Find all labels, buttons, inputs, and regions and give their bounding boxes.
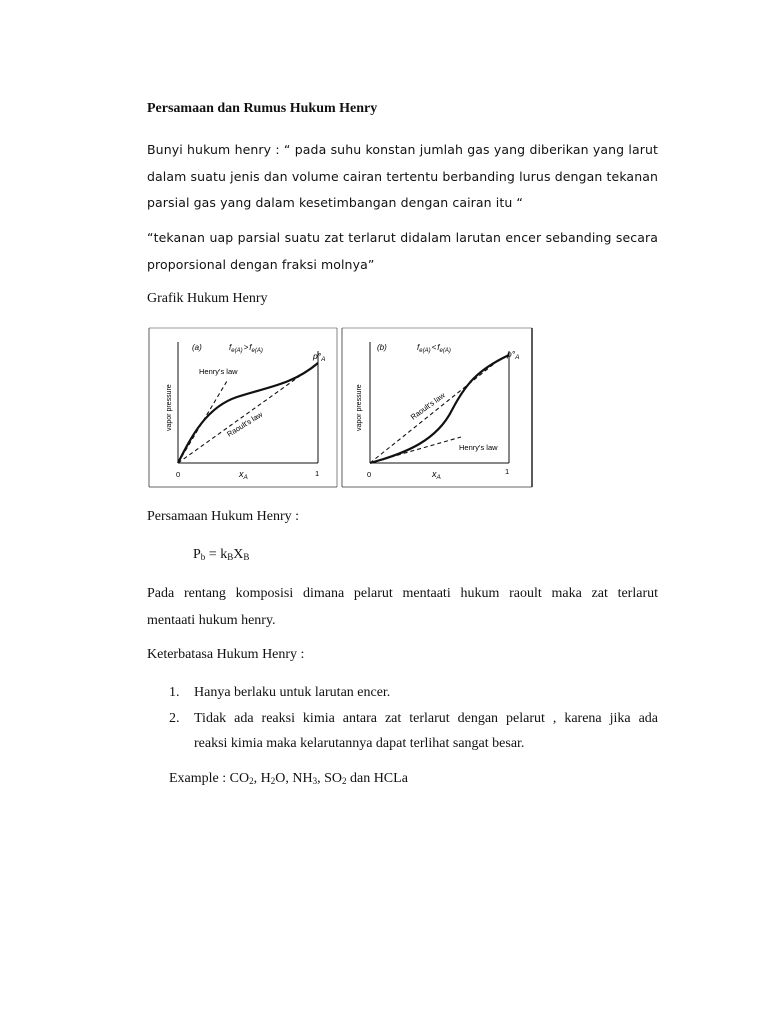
henry-equation: $P_b = k_BX_B$	[193, 547, 250, 562]
document-page: Persamaan dan Rumus Hukum Henry Bunyi hukum henry : “ pada suhu konstan jumlah gas yang diberikan yang larut dalam suatu jenis dan volume cairan tertentu berbanding lurus dengan tekanan parsial gas yang dalam kesetimbangan dengan cairan itu “ “tekanan uap parsial suatu zat terlarut didalam larutan encer sebanding secara proporsional dengan fraksi molnya” Grafik Hukum Henry (a) $f_{e(A)}>f_{e(A)}$ Henry's law Raoult's law vapor pressure 0 1 $x_A$ $p^\circ_A$ (b) $f_{e(A)}<f_{e(A)}$ Raoult's law Henry's law vapor pressure 0 1 $x_A$ $p^\circ_A$ Persamaan Hukum Henry : $P_b = k_BX_B$ Pada rentang komposisi dimana pelarut mentaati hukum raoult maka zat terlarut mentaati hukum henry. Keterbatasa Hukum Henry : 1. Hanya berlaku untuk larutan encer. 2. Tidak ada reaksi kimia antara zat terlarut dengan pelarut , karena jika ada reaksi kimia maka kelarutannya dapat terlihat sangat besar. Example : $CO_2$, $H_2O$, $NH_3$, $SO_2$ dan HCLa	[147, 101, 658, 786]
henry-law-definition	[147, 137, 658, 217]
text-line: Pada rentang komposisi dimana pelarut mentaati hukum raoult maka zat terlarut	[147, 586, 658, 601]
text-line: parsial gas yang dalam kesetimbangan dengan cairan itu “	[147, 195, 523, 210]
text-line: Bunyi hukum henry : “ pada suhu konstan jumlah gas yang diberikan yang larut	[147, 142, 658, 157]
panel-tag: (a)	[192, 343, 202, 352]
text-line: dalam suatu jenis dan volume cairan tertentu berbanding lurus dengan tekanan	[147, 168, 658, 184]
graph-heading: Grafik Hukum Henry	[147, 291, 268, 306]
panel-condition: $f_{e(A)}<f_{e(A)}$	[417, 343, 451, 354]
x-axis-label: $x_A$	[432, 469, 441, 481]
y-axis-label: vapor pressure	[166, 384, 173, 431]
henry-law-figure	[147, 325, 534, 490]
x-min-label: 0	[176, 470, 181, 479]
text-line: “tekanan uap parsial suatu zat terlarut didalam larutan encer sebanding secara	[147, 230, 658, 245]
x-min-label: 0	[367, 470, 372, 479]
equation-heading: Persamaan Hukum Henry :	[147, 509, 300, 524]
text-line: mentaati hukum henry.	[147, 613, 276, 628]
example-line: Example : $CO_2$, $H_2O$, $NH_3$, $SO_2$ dan HCLa	[169, 771, 408, 786]
x-max-label: 1	[505, 467, 510, 476]
x-max-label: 1	[315, 469, 320, 478]
henry-label: Henry's law	[459, 443, 498, 452]
x-axis-label: $x_A$	[239, 469, 248, 481]
panel-a	[149, 328, 337, 487]
limits-heading: Keterbatasa Hukum Henry :	[147, 647, 305, 662]
raoult-label: Raoult's law	[225, 409, 265, 439]
panel-condition: $f_{e(A)}>f_{e(A)}$	[229, 343, 263, 354]
henry-law-quote	[147, 225, 658, 278]
p-star-label: $p^\circ_A$	[507, 349, 520, 361]
panel-b	[342, 328, 532, 487]
panel-tag: (b)	[377, 343, 387, 352]
p-star-label: $p^\circ_A$	[313, 351, 326, 363]
page-title: Persamaan dan Rumus Hukum Henry	[147, 101, 378, 116]
text-line: proporsional dengan fraksi molnya”	[147, 256, 375, 272]
raoult-label: Raoult's law	[408, 390, 447, 422]
raoult-henry-paragraph	[147, 580, 658, 634]
y-axis-label: vapor pressure	[356, 384, 363, 431]
henry-label: Henry's law	[199, 367, 238, 376]
